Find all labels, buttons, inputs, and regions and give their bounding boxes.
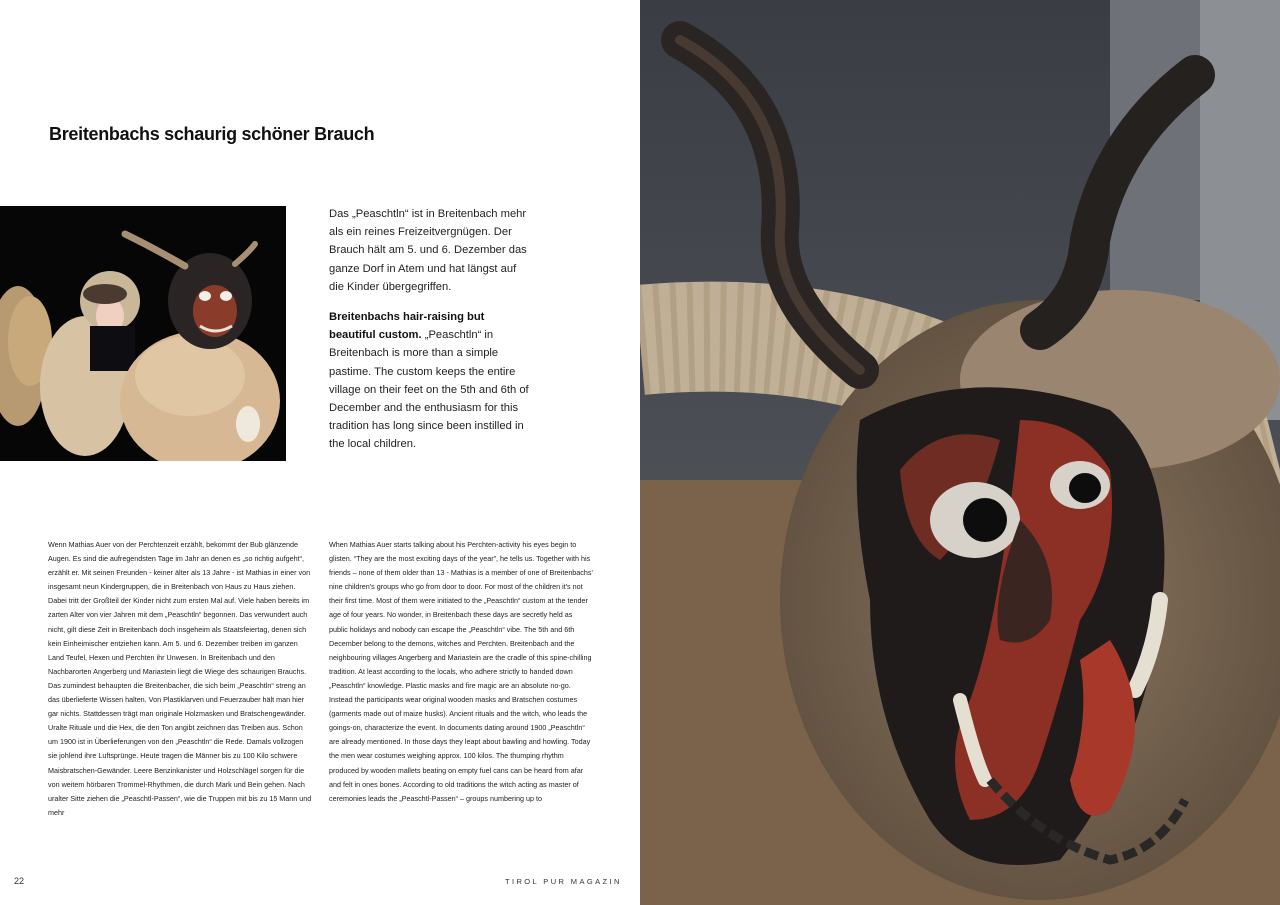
page-title: Breitenbachs schaurig schöner Brauch xyxy=(49,124,375,144)
intro-text xyxy=(329,205,529,466)
perchten-group-photo xyxy=(0,206,286,461)
body-column-english: When Mathias Auer starts talking about his Perchten-activity his eyes begin to glisten. “They are the most exciting days of the year”, he tells us. Together with his friends – none of them older than 13 - Mathias is a member of one of Breitenbachs' nine children's groups who go from door to door. For most of the children it's not their first time. Most of them were initiated to the „Peaschtln“ custom at the tender age of four years. No wonder, in Breitenbach these days are secretly held as public holidays and nobody can escape the „Peaschtln“ vibe. The 5th and 6th December belong to the demons, witches and Perchten. Breitenbach and the neighbouring villages Angerberg and Mariastein are the cradle of this spine-chilling tradition. At least according to the locals, who adhere strictly to handed down „Peaschtln“ knowledge. Plastic masks and fire magic are an absolute no-go. Instead the participants wear original wooden masks and Bratschen costumes (garments made out of maize husks). Ancient rituals and the witch, who leads the goings-on, characterize the event. In documents dating around 1900 „Peaschtln“ are already mentioned. In those days they leapt about bawling and howling. Today the men wear costumes weighing approx. 100 kilos. The thumping rhythm produced by wooden mallets beating on empty fuel cans can be heard from afar and felt in ones bones. According to old traditions the witch acting as master of ceremonies leads the „Peaschtl-Passen“ – groups numbering up to xyxy=(329,540,593,803)
intro-english xyxy=(329,308,529,454)
mask-closeup-photo xyxy=(640,0,1280,905)
magazine-name: TIROL PUR MAGAZIN xyxy=(505,877,622,886)
intro-english-heading: Breitenbachs hair-raising but beautiful custom. xyxy=(329,311,485,342)
intro-german: Das „Peaschtln“ ist in Breitenbach mehr als ein reines Freizeitvergnügen. Der Brauch hält am 5. und 6. Dezember das ganze Dorf in Atem und hat längst auf die Kinder übergegriffen. xyxy=(329,208,527,293)
intro-english-body: „Peaschtln“ in Breitenbach is more than a simple pastime. The custom keeps the entire village on their feet on the 5th and 6th of December and the enthusiasm for this tradition has long since been instilled in the local children. xyxy=(329,329,529,451)
body-column-german: Wenn Mathias Auer von der Perchtenzeit erzählt, bekommt der Bub glänzende Augen. Es sind die aufregendsten Tage im Jahr an denen es „so richtig aufgeht“, erzählt er. Mit seinen Freunden - keiner älter als 13 Jahre - ist Mathias in einer von insgesamt neun Kindergruppen, die in Breitenbach von Haus zu Haus ziehen. Dabei tritt der Großteil der Kinder nicht zum ersten Mal auf. Viele haben bereits im zarten Alter von vier Jahren mit dem „Peaschtln“ begonnen. Das verwundert auch nicht, gilt diese Zeit in Breitenbach doch insgeheim als Staatsfeiertag, denen sich kein Einheimischer entziehen kann. Am 5. und 6. Dezember treiben im ganzen Land Teufel, Hexen und Perchten ihr Unwesen. In Breitenbach und den Nachbarorten Angerberg und Mariastein liegt die Wiege des schaurigen Brauchs. Das zumindest behaupten die Breitenbacher, die sich beim „Peaschtln“ streng an das überlieferte Wissen halten. Von Plastiklarven und Feuerzauber hält man hier gar nichts. Stattdessen trägt man originale Holzmasken und Bratschengewänder. Uralte Rituale und die Hex, die den Ton angibt zeichnen das Treiben aus. Schon um 1900 ist in Überlieferungen von den „Peaschtln“ die Rede. Damals vollzogen sie johlend ihre Luftsprünge. Heute tragen die Männer bis zu 100 Kilo schwere Maisbratschen-Gewänder. Leere Benzinkanister und Holzschlägel sorgen für die von weitem hörbaren Trommel-Rhythmen, die durch Mark und Bein gehen. Nach uralter Sitte ziehen die „Peaschtl-Passen“, wie die Truppen mit bis zu 15 Mann und mehr xyxy=(48,540,312,817)
page-number: 22 xyxy=(14,876,25,886)
